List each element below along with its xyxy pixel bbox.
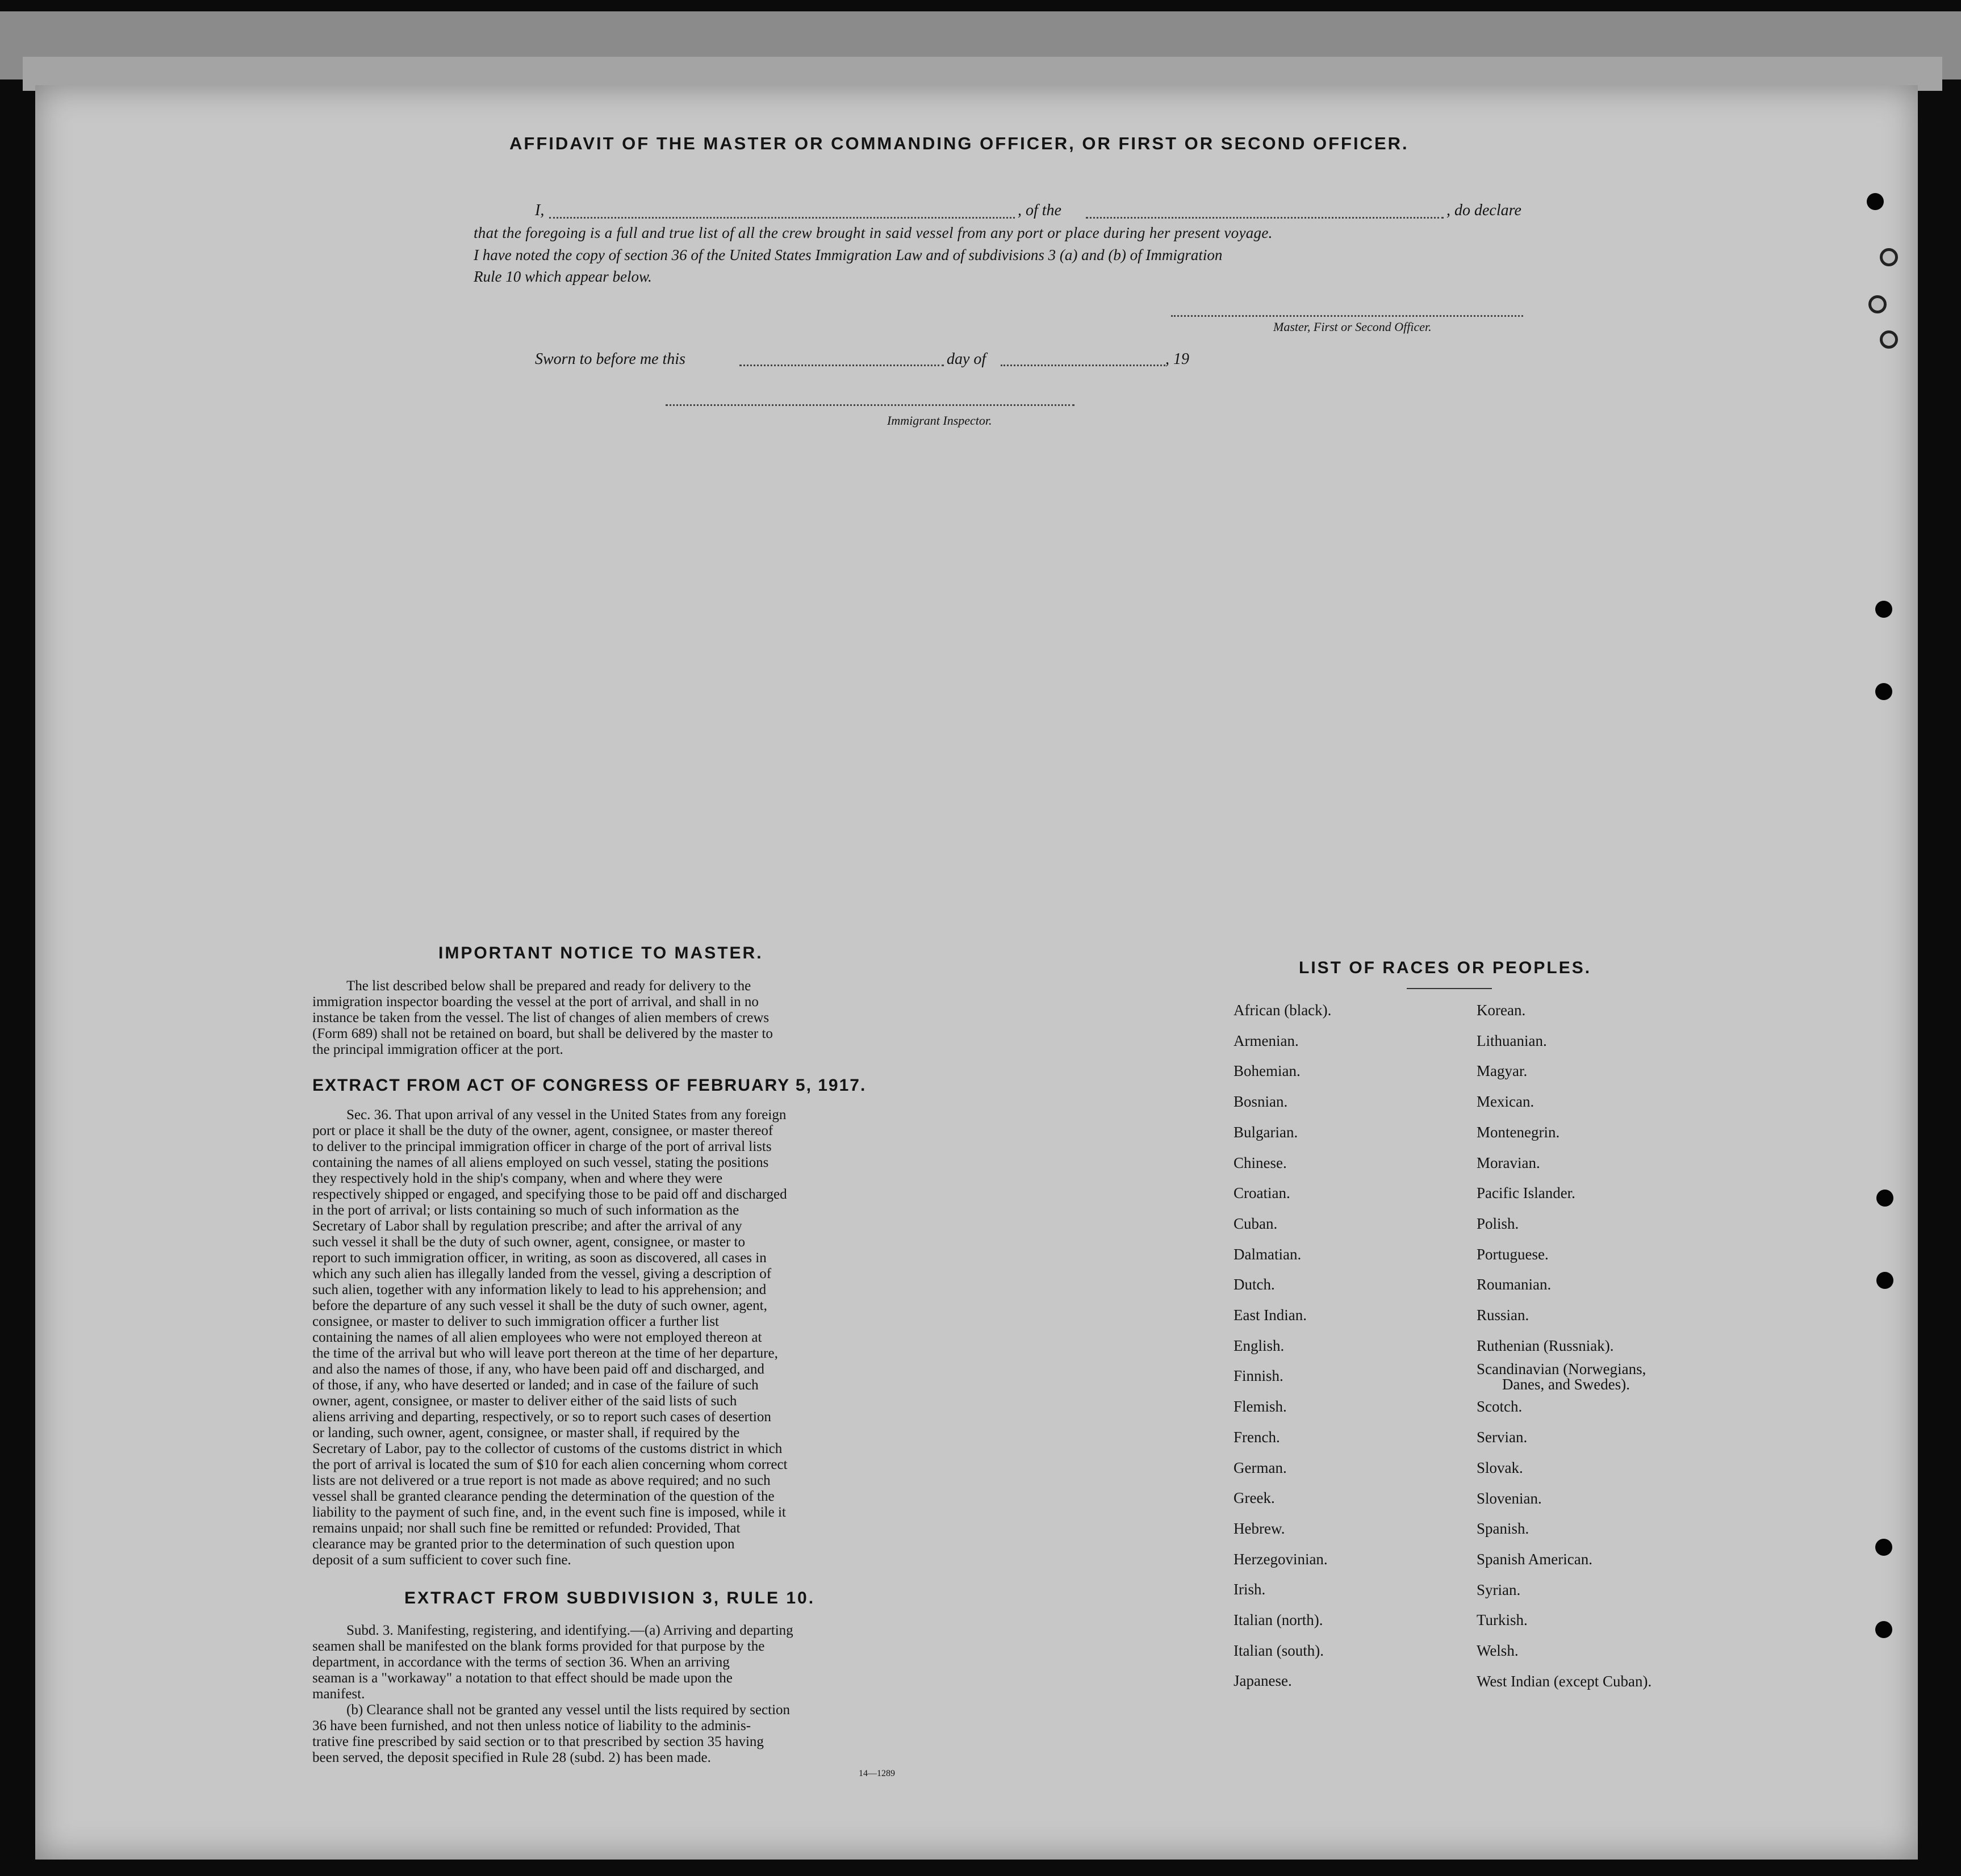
act-line: consignee, or master to deliver to such immigration officer a further list xyxy=(312,1314,719,1329)
race-item: East Indian. xyxy=(1234,1306,1307,1324)
act-line: of those, if any, who have deserted or landed; and in case of the failure of such xyxy=(312,1377,759,1393)
punch-hole-icon xyxy=(1876,1272,1893,1289)
race-item: Magyar. xyxy=(1477,1062,1528,1080)
punch-hole-icon xyxy=(1875,1621,1892,1638)
race-item: Roumanian. xyxy=(1477,1276,1552,1293)
act-line: vessel shall be granted clearance pending the determination of the question of the xyxy=(312,1489,775,1504)
race-item: Cuban. xyxy=(1234,1215,1278,1232)
act-line: deposit of a sum sufficient to cover such fine. xyxy=(312,1552,571,1568)
rule-line: seaman is a "workaway" a notation to that effect should be made upon the xyxy=(312,1670,733,1686)
act-line: aliens arriving and departing, respectively, or so to report such cases of desertion xyxy=(312,1409,771,1425)
punch-hole-icon xyxy=(1875,683,1892,700)
sworn-day-blank[interactable] xyxy=(739,365,944,366)
master-signature-blank[interactable] xyxy=(1171,315,1523,317)
race-item: Flemish. xyxy=(1234,1398,1287,1416)
race-item: African (black). xyxy=(1234,1002,1332,1019)
race-item: Slovak. xyxy=(1477,1459,1523,1476)
act-line: and also the names of those, if any, who have been paid off and discharged, and xyxy=(312,1362,764,1377)
race-item: Polish. xyxy=(1477,1215,1519,1232)
notice-line: instance be taken from the vessel. The list of changes of alien members of crews xyxy=(312,1010,770,1025)
race-item: Pacific Islander. xyxy=(1477,1184,1575,1202)
race-item: Italian (south). xyxy=(1234,1642,1324,1659)
rule-line: 36 have been furnished, and not then unless notice of liability to the adminis- xyxy=(312,1718,751,1733)
name-blank[interactable] xyxy=(549,217,1015,219)
affidavit-line1-declare: , do declare xyxy=(1446,202,1521,219)
race-item: Moravian. xyxy=(1477,1154,1540,1171)
race-item: Bulgarian. xyxy=(1234,1123,1298,1141)
affidavit-line2: that the foregoing is a full and true list of all the crew brought in said vessel from any port or place during her present voyage. xyxy=(474,224,1273,241)
rule-title: EXTRACT FROM SUBDIVISION 3, RULE 10. xyxy=(404,1589,816,1607)
act-line: Secretary of Labor, pay to the collector of customs of the customs district in which xyxy=(312,1441,783,1456)
race-item: Italian (north). xyxy=(1234,1611,1323,1629)
race-item: Russian. xyxy=(1477,1306,1529,1324)
punch-hole-icon xyxy=(1875,1539,1892,1556)
race-item: Dutch. xyxy=(1234,1276,1275,1293)
act-line: port or place it shall be the duty of the owner, agent, consignee, or master thereof xyxy=(312,1123,773,1138)
rule-line: (b) Clearance shall not be granted any vessel until the lists required by section xyxy=(346,1702,791,1718)
act-line: before the departure of any such vessel it shall be the duty of such owner, agent, xyxy=(312,1298,767,1313)
punch-hole-icon xyxy=(1867,193,1884,210)
notice-title: IMPORTANT NOTICE TO MASTER. xyxy=(438,944,763,962)
race-item: Portuguese. xyxy=(1477,1245,1549,1263)
act-line: or landing, such owner, agent, consignee, or master shall, if required by the xyxy=(312,1425,740,1440)
affidavit-line4: Rule 10 which appear below. xyxy=(474,268,652,285)
race-item: Ruthenian (Russniak). xyxy=(1477,1337,1614,1354)
races-left-column xyxy=(1234,995,1331,1697)
act-line: remains unpaid; nor shall such fine be remitted or refunded: Provided, That xyxy=(312,1521,741,1536)
race-item: Servian. xyxy=(1477,1429,1528,1446)
act-line: they respectively hold in the ship's company, when and where they were xyxy=(312,1171,723,1186)
rule-line: department, in accordance with the terms of section 36. When an arriving xyxy=(312,1655,730,1670)
punch-hole-icon xyxy=(1876,1190,1893,1207)
race-item: German. xyxy=(1234,1459,1287,1476)
race-item: Bohemian. xyxy=(1234,1062,1301,1080)
race-item: Chinese. xyxy=(1234,1154,1287,1171)
race-item: Korean. xyxy=(1477,1002,1526,1019)
vessel-blank[interactable] xyxy=(1086,217,1444,219)
races-right-column xyxy=(1477,995,1651,1697)
document-page xyxy=(35,85,1918,1860)
race-item: Armenian. xyxy=(1234,1032,1299,1049)
rule-line: Subd. 3. Manifesting, registering, and identifying.—(a) Arriving and departing xyxy=(346,1623,793,1638)
race-item: French. xyxy=(1234,1428,1280,1446)
notice-line: The list described below shall be prepared and ready for delivery to the xyxy=(346,978,751,994)
punch-hole-icon xyxy=(1880,248,1898,266)
form-number: 14—1289 xyxy=(859,1769,895,1778)
act-line: the time of the arrival but who will leave port thereon at the time of her departure, xyxy=(312,1346,778,1361)
act-line: clearance may be granted prior to the determination of such question upon xyxy=(312,1536,735,1552)
rule-body xyxy=(312,1623,948,1766)
inspector-signature-blank[interactable] xyxy=(666,404,1074,406)
act-line: Sec. 36. That upon arrival of any vessel in the United States from any foreign xyxy=(346,1107,787,1123)
act-line: such vessel it shall be the duty of such owner, agent, consignee, or master to xyxy=(312,1234,745,1250)
bleed-through-header xyxy=(331,139,360,170)
affidavit-line1-i: I, xyxy=(535,202,545,219)
rule-line: trative fine prescribed by said section or to that prescribed by section 35 having xyxy=(312,1734,764,1749)
race-item: Dalmatian. xyxy=(1234,1245,1302,1263)
race-item: Croatian. xyxy=(1234,1184,1290,1202)
race-item: Slovenian. xyxy=(1477,1489,1542,1507)
affidavit-line3: I have noted the copy of section 36 of the United States Immigration Law and of subdivisions 3 (a) and (b) of Immigration xyxy=(474,246,1223,263)
race-item: Welsh. xyxy=(1477,1642,1519,1660)
race-item: Scotch. xyxy=(1477,1398,1523,1416)
race-item: Scandinavian (Norwegians, xyxy=(1477,1360,1646,1378)
race-item: West Indian (except Cuban). xyxy=(1477,1672,1652,1690)
sworn-day-of: day of xyxy=(947,350,986,368)
inspector-label: Immigrant Inspector. xyxy=(887,413,992,428)
race-item: Syrian. xyxy=(1477,1581,1521,1598)
act-line: owner, agent, consignee, or master to deliver either of the said lists of such xyxy=(312,1393,737,1409)
affidavit-line1-of-the: , of the xyxy=(1018,202,1061,219)
race-item: Spanish. xyxy=(1477,1520,1529,1538)
race-item: Danes, and Swedes). xyxy=(1502,1376,1630,1393)
act-line: liability to the payment of such fine, and, in the event such fine is imposed, while it xyxy=(312,1505,786,1520)
races-title-rule xyxy=(1407,988,1492,989)
race-item: Japanese. xyxy=(1234,1672,1292,1690)
notice-body xyxy=(312,978,948,1058)
race-item: Mexican. xyxy=(1477,1093,1534,1111)
race-item: Turkish. xyxy=(1477,1611,1528,1629)
rule-line: manifest. xyxy=(312,1686,365,1702)
sworn-month-blank[interactable] xyxy=(1001,365,1165,366)
act-line: which any such alien has illegally landed from the vessel, giving a description of xyxy=(312,1266,772,1282)
affidavit-title: AFFIDAVIT OF THE MASTER OR COMMANDING OFFICER, OR FIRST OR SECOND OFFICER. xyxy=(509,133,1409,153)
race-item: Finnish. xyxy=(1234,1367,1283,1385)
race-item: Irish. xyxy=(1234,1581,1266,1598)
act-line: Secretary of Labor shall by regulation prescribe; and after the arrival of any xyxy=(312,1218,742,1234)
rule-line: seamen shall be manifested on the blank forms provided for that purpose by the xyxy=(312,1639,765,1654)
race-item: Greek. xyxy=(1234,1489,1275,1507)
act-line: in the port of arrival; or lists containing so much of such information as the xyxy=(312,1203,739,1218)
act-line: report to such immigration officer, in writing, as soon as discovered, all cases in xyxy=(312,1250,767,1266)
punch-hole-icon xyxy=(1868,295,1887,313)
race-item: Lithuanian. xyxy=(1477,1032,1547,1049)
race-item: English. xyxy=(1234,1337,1285,1354)
race-item: Spanish American. xyxy=(1477,1550,1592,1568)
sworn-year: , 19 xyxy=(1165,350,1189,368)
sworn-prefix: Sworn to before me this xyxy=(535,350,685,368)
notice-line: the principal immigration officer at the port. xyxy=(312,1042,563,1057)
act-line: to deliver to the principal immigration officer in charge of the port of arrival lists xyxy=(312,1139,772,1154)
act-line: containing the names of all aliens employed on such vessel, stating the positions xyxy=(312,1155,769,1170)
notice-line: immigration inspector boarding the vessel at the port of arrival, and shall in no xyxy=(312,994,759,1010)
races-title: LIST OF RACES OR PEOPLES. xyxy=(1299,958,1592,977)
punch-hole-icon xyxy=(1875,601,1892,618)
rule-line: been served, the deposit specified in Rule 28 (subd. 2) has been made. xyxy=(312,1750,711,1765)
act-line: the port of arrival is located the sum of $10 for each alien concerning whom correct xyxy=(312,1457,788,1472)
act-body xyxy=(312,1107,948,1568)
race-item: Montenegrin. xyxy=(1477,1123,1560,1141)
master-signature-label: Master, First or Second Officer. xyxy=(1273,320,1432,334)
act-line: containing the names of all alien employees who were not employed thereon at xyxy=(312,1330,762,1345)
act-line: lists are not delivered or a true report is not made as above required; and no such xyxy=(312,1473,771,1488)
notice-line: (Form 689) shall not be retained on board, but shall be delivered by the master to xyxy=(312,1026,773,1041)
race-item: Herzegovinian. xyxy=(1234,1550,1328,1568)
act-line: respectively shipped or engaged, and specifying those to be paid off and discharged xyxy=(312,1187,787,1202)
punch-hole-icon xyxy=(1880,330,1898,349)
act-title: EXTRACT FROM ACT OF CONGRESS OF FEBRUARY 5, 1917. xyxy=(312,1076,867,1095)
act-line: such alien, together with any information likely to lead to his apprehension; and xyxy=(312,1282,767,1297)
race-item: Bosnian. xyxy=(1234,1093,1288,1111)
race-item: Hebrew. xyxy=(1234,1519,1285,1537)
